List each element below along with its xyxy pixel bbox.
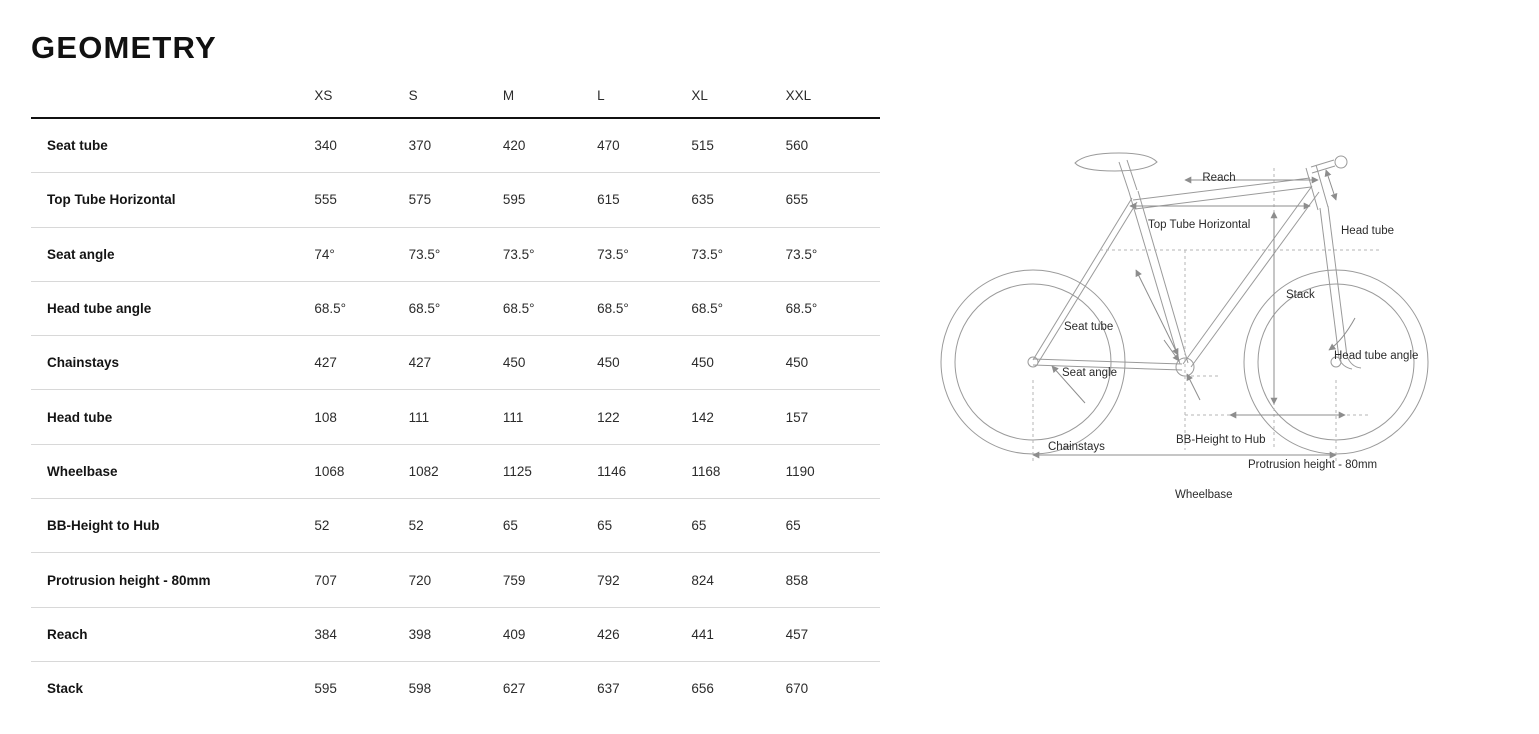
row-label: Chainstays [31,336,314,390]
cell-value: 792 [597,553,691,607]
column-header-xxl: XXL [786,88,880,118]
table-header-row [31,88,880,118]
cell-value: 1190 [786,444,880,498]
label-bb-height-to-hub: BB-Height to Hub [1176,434,1266,446]
column-header-measure [31,88,314,118]
row-label: Protrusion height - 80mm [31,553,314,607]
label-wheelbase: Wheelbase [1175,489,1233,501]
cell-value: 470 [597,118,691,173]
table-row [31,444,880,498]
cell-value: 450 [691,336,785,390]
cell-value: 122 [597,390,691,444]
cell-value: 707 [314,553,408,607]
cell-value: 635 [691,173,785,227]
cell-value: 595 [503,173,597,227]
cell-value: 68.5° [409,281,503,335]
row-label: Stack [47,681,84,697]
cell-value: 595 [314,681,337,697]
table-row [31,553,880,607]
row-label: Seat tube [31,118,314,173]
row-label: Reach [31,607,314,661]
cell-value: 111 [409,390,503,444]
cell-value: 68.5° [597,281,691,335]
cell-value: 450 [786,336,880,390]
cell-value: 65 [786,499,880,553]
cell-value: 450 [597,336,691,390]
row-label: Top Tube Horizontal [31,173,314,227]
column-header-xs: XS [314,88,408,118]
cell-value: 656 [691,681,714,697]
geometry-table [31,88,880,715]
cell-value: 655 [786,173,880,227]
table-row [31,118,880,173]
table-row [31,390,880,444]
label-head-tube: Head tube [1341,225,1395,237]
cell-value: 108 [314,390,408,444]
column-header-s: S [409,88,503,118]
cell-value: 52 [314,499,408,553]
cell-value: 142 [691,390,785,444]
table-row [31,661,880,715]
table-header [31,88,880,118]
cell-value: 65 [691,499,785,553]
label-stack: Stack [1286,289,1315,301]
seat-tube-dimension [1136,270,1178,355]
dimension-arrows [1033,170,1345,455]
front-wheel-tire [1244,270,1428,454]
seat-angle-leader [1164,340,1179,361]
head-tube-angle-arc [1329,318,1355,350]
cell-value: 65 [597,499,691,553]
cell-value: 68.5° [314,281,408,335]
cell-value: 73.5° [597,227,691,281]
cell-value: 615 [597,173,691,227]
cell-value: 73.5° [691,227,785,281]
cell-value: 427 [409,336,503,390]
cell-value: 420 [503,118,597,173]
cell-value: 340 [314,118,408,173]
row-label: Head tube [31,390,314,444]
cell-value: 1168 [691,444,785,498]
label-seat-tube: Seat tube [1064,321,1114,333]
geometry-table-container [31,88,880,715]
cell-value: 426 [597,607,691,661]
cell-value: 73.5° [786,227,880,281]
cell-value: 637 [597,681,620,697]
label-seat-angle: Seat angle [1062,367,1117,379]
row-label: Head tube angle [31,281,314,335]
label-reach: Reach [1202,172,1236,184]
cell-value: 441 [691,607,785,661]
row-label: Wheelbase [31,444,314,498]
cell-value: 73.5° [409,227,503,281]
cell-value: 370 [409,118,503,173]
cell-value: 598 [408,681,432,697]
label-protrusion-height: Protrusion height - 80mm [1248,459,1378,471]
cell-value: 515 [691,118,785,173]
cell-value: 858 [786,553,880,607]
table-row [31,499,880,553]
cell-value: 1082 [409,444,503,498]
head-tube-dimension [1326,170,1336,200]
cell-value: 824 [691,553,785,607]
cell-value: 1068 [314,444,408,498]
column-header-l: L [597,88,691,118]
cell-value: 759 [503,553,597,607]
table-row [31,281,880,335]
cell-value: 111 [503,390,597,444]
cell-value: 560 [786,118,880,173]
rear-wheel-tire [941,270,1125,454]
table-row [31,336,880,390]
dimension-helper-lines [1033,168,1380,462]
label-top-tube-horizontal: Top Tube Horizontal [1148,219,1251,231]
cell-value: 52 [409,499,503,553]
column-header-m: M [503,88,597,118]
cell-value: 457 [786,607,880,661]
frame-tubes [1033,153,1361,376]
cell-value: 68.5° [786,281,880,335]
page-title: GEOMETRY [31,30,217,65]
label-head-tube-angle: Head tube angle [1334,350,1419,362]
table-body [31,118,880,715]
bicycle-geometry-diagram [900,150,1520,540]
cell-value: 384 [314,607,408,661]
table-row [31,173,880,227]
table-row [31,607,880,661]
cell-value: 73.5° [503,227,597,281]
cell-value: 575 [409,173,503,227]
cell-value: 1146 [597,444,691,498]
cell-value: 670 [785,681,809,697]
cell-value: 157 [786,390,880,444]
cell-value: 1125 [503,444,597,498]
cell-value: 409 [503,607,597,661]
label-chainstays: Chainstays [1048,441,1105,453]
cell-value: 65 [503,499,597,553]
bb-height-leader [1187,374,1200,400]
cell-value: 427 [314,336,408,390]
cell-value: 74° [314,227,408,281]
column-header-xl: XL [691,88,785,118]
row-label: Seat angle [31,227,314,281]
cell-value: 398 [409,607,503,661]
cell-value: 555 [314,173,408,227]
cell-value: 450 [503,336,597,390]
table-row [31,227,880,281]
cell-value: 68.5° [691,281,785,335]
row-label: BB-Height to Hub [31,499,314,553]
cell-value: 68.5° [503,281,597,335]
cell-value: 720 [409,553,503,607]
cell-value: 627 [502,681,526,697]
